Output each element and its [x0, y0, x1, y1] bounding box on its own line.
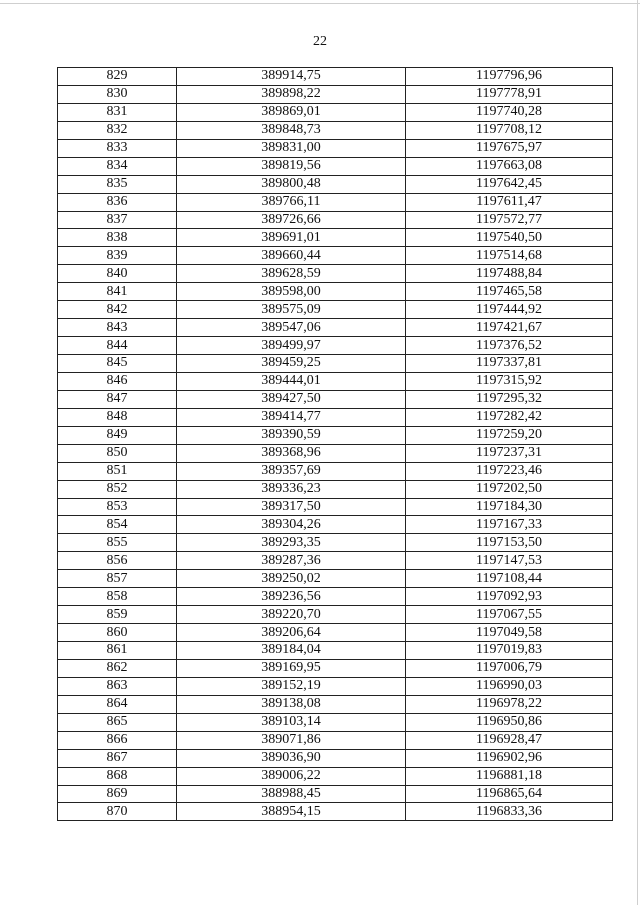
x-coordinate-cell: 389287,36 — [177, 552, 406, 570]
page-number: 22 — [313, 34, 327, 49]
x-coordinate-cell: 389250,02 — [177, 570, 406, 588]
table-row — [58, 229, 613, 247]
x-coordinate-cell: 389869,01 — [177, 103, 406, 121]
table-row — [58, 301, 613, 319]
point-number-cell: 840 — [58, 265, 177, 283]
table-row — [58, 426, 613, 444]
y-coordinate-cell: 1197092,93 — [406, 588, 613, 606]
y-coordinate-cell: 1196950,86 — [406, 713, 613, 731]
point-number-cell: 858 — [58, 588, 177, 606]
point-number-cell: 850 — [58, 444, 177, 462]
point-number-cell: 863 — [58, 677, 177, 695]
x-coordinate-cell: 389293,35 — [177, 534, 406, 552]
y-coordinate-cell: 1196928,47 — [406, 731, 613, 749]
y-coordinate-cell: 1197019,83 — [406, 642, 613, 660]
y-coordinate-cell: 1197465,58 — [406, 283, 613, 301]
point-number-cell: 866 — [58, 731, 177, 749]
y-coordinate-cell: 1196865,64 — [406, 785, 613, 803]
x-coordinate-cell: 389036,90 — [177, 749, 406, 767]
x-coordinate-cell: 389766,11 — [177, 193, 406, 211]
y-coordinate-cell: 1197421,67 — [406, 319, 613, 337]
point-number-cell: 839 — [58, 247, 177, 265]
point-number-cell: 837 — [58, 211, 177, 229]
x-coordinate-cell: 389152,19 — [177, 677, 406, 695]
y-coordinate-cell: 1197740,28 — [406, 103, 613, 121]
table-row — [58, 713, 613, 731]
x-coordinate-cell: 389819,56 — [177, 157, 406, 175]
table-row — [58, 731, 613, 749]
table-row — [58, 372, 613, 390]
y-coordinate-cell: 1197663,08 — [406, 157, 613, 175]
x-coordinate-cell: 389575,09 — [177, 301, 406, 319]
point-number-cell: 862 — [58, 659, 177, 677]
table-row — [58, 85, 613, 103]
point-number-cell: 841 — [58, 283, 177, 301]
x-coordinate-cell: 389427,50 — [177, 390, 406, 408]
table-row — [58, 175, 613, 193]
table-row — [58, 498, 613, 516]
point-number-cell: 848 — [58, 408, 177, 426]
y-coordinate-cell: 1197259,20 — [406, 426, 613, 444]
point-number-cell: 856 — [58, 552, 177, 570]
table-row — [58, 193, 613, 211]
point-number-cell: 842 — [58, 301, 177, 319]
y-coordinate-cell: 1197315,92 — [406, 372, 613, 390]
y-coordinate-cell: 1197708,12 — [406, 121, 613, 139]
x-coordinate-cell: 389459,25 — [177, 355, 406, 373]
x-coordinate-cell: 389414,77 — [177, 408, 406, 426]
y-coordinate-cell: 1197202,50 — [406, 480, 613, 498]
table-row — [58, 103, 613, 121]
point-number-cell: 832 — [58, 121, 177, 139]
y-coordinate-cell: 1197376,52 — [406, 337, 613, 355]
y-coordinate-cell: 1197108,44 — [406, 570, 613, 588]
table-row — [58, 588, 613, 606]
point-number-cell: 846 — [58, 372, 177, 390]
point-number-cell: 833 — [58, 139, 177, 157]
table-row — [58, 247, 613, 265]
x-coordinate-cell: 389220,70 — [177, 606, 406, 624]
point-number-cell: 851 — [58, 462, 177, 480]
y-coordinate-cell: 1197778,91 — [406, 85, 613, 103]
x-coordinate-cell: 389726,66 — [177, 211, 406, 229]
x-coordinate-cell: 389444,01 — [177, 372, 406, 390]
y-coordinate-cell: 1197067,55 — [406, 606, 613, 624]
x-coordinate-cell: 389547,06 — [177, 319, 406, 337]
point-number-cell: 868 — [58, 767, 177, 785]
table-row — [58, 803, 613, 821]
x-coordinate-cell: 389914,75 — [177, 68, 406, 86]
point-number-cell: 829 — [58, 68, 177, 86]
point-number-cell: 865 — [58, 713, 177, 731]
point-number-cell: 867 — [58, 749, 177, 767]
coordinate-table — [57, 67, 613, 821]
table-row — [58, 355, 613, 373]
table-row — [58, 462, 613, 480]
y-coordinate-cell: 1197337,81 — [406, 355, 613, 373]
x-coordinate-cell: 389206,64 — [177, 624, 406, 642]
point-number-cell: 854 — [58, 516, 177, 534]
table-row — [58, 677, 613, 695]
point-number-cell: 861 — [58, 642, 177, 660]
point-number-cell: 864 — [58, 695, 177, 713]
x-coordinate-cell: 389390,59 — [177, 426, 406, 444]
point-number-cell: 869 — [58, 785, 177, 803]
x-coordinate-cell: 389236,56 — [177, 588, 406, 606]
table-row — [58, 785, 613, 803]
table-row — [58, 337, 613, 355]
point-number-cell: 852 — [58, 480, 177, 498]
point-number-cell: 859 — [58, 606, 177, 624]
y-coordinate-cell: 1197223,46 — [406, 462, 613, 480]
table-row — [58, 767, 613, 785]
x-coordinate-cell: 389628,59 — [177, 265, 406, 283]
y-coordinate-cell: 1196833,36 — [406, 803, 613, 821]
table-row — [58, 749, 613, 767]
y-coordinate-cell: 1197167,33 — [406, 516, 613, 534]
x-coordinate-cell: 389304,26 — [177, 516, 406, 534]
y-coordinate-cell: 1197049,58 — [406, 624, 613, 642]
point-number-cell: 870 — [58, 803, 177, 821]
point-number-cell: 857 — [58, 570, 177, 588]
y-coordinate-cell: 1197282,42 — [406, 408, 613, 426]
y-coordinate-cell: 1197444,92 — [406, 301, 613, 319]
x-coordinate-cell: 389598,00 — [177, 283, 406, 301]
y-coordinate-cell: 1197642,45 — [406, 175, 613, 193]
x-coordinate-cell: 389071,86 — [177, 731, 406, 749]
table-row — [58, 570, 613, 588]
table-row — [58, 534, 613, 552]
table-row — [58, 265, 613, 283]
y-coordinate-cell: 1197006,79 — [406, 659, 613, 677]
x-coordinate-cell: 389006,22 — [177, 767, 406, 785]
y-coordinate-cell: 1197796,96 — [406, 68, 613, 86]
point-number-cell: 835 — [58, 175, 177, 193]
point-number-cell: 834 — [58, 157, 177, 175]
y-coordinate-cell: 1197153,50 — [406, 534, 613, 552]
x-coordinate-cell: 389800,48 — [177, 175, 406, 193]
table-row — [58, 408, 613, 426]
table-row — [58, 624, 613, 642]
x-coordinate-cell: 389499,97 — [177, 337, 406, 355]
point-number-cell: 847 — [58, 390, 177, 408]
y-coordinate-cell: 1196881,18 — [406, 767, 613, 785]
y-coordinate-cell: 1197295,32 — [406, 390, 613, 408]
y-coordinate-cell: 1197611,47 — [406, 193, 613, 211]
point-number-cell: 860 — [58, 624, 177, 642]
x-coordinate-cell: 389691,01 — [177, 229, 406, 247]
x-coordinate-cell: 388988,45 — [177, 785, 406, 803]
table-row — [58, 516, 613, 534]
table-row — [58, 157, 613, 175]
coordinate-table-body — [58, 68, 613, 821]
x-coordinate-cell: 389831,00 — [177, 139, 406, 157]
y-coordinate-cell: 1197488,84 — [406, 265, 613, 283]
table-row — [58, 480, 613, 498]
x-coordinate-cell: 389184,04 — [177, 642, 406, 660]
table-row — [58, 283, 613, 301]
x-coordinate-cell: 389169,95 — [177, 659, 406, 677]
table-row — [58, 642, 613, 660]
point-number-cell: 849 — [58, 426, 177, 444]
x-coordinate-cell: 389357,69 — [177, 462, 406, 480]
point-number-cell: 853 — [58, 498, 177, 516]
x-coordinate-cell: 389848,73 — [177, 121, 406, 139]
table-row — [58, 121, 613, 139]
point-number-cell: 838 — [58, 229, 177, 247]
x-coordinate-cell: 388954,15 — [177, 803, 406, 821]
y-coordinate-cell: 1197514,68 — [406, 247, 613, 265]
point-number-cell: 855 — [58, 534, 177, 552]
x-coordinate-cell: 389336,23 — [177, 480, 406, 498]
table-row — [58, 695, 613, 713]
point-number-cell: 844 — [58, 337, 177, 355]
y-coordinate-cell: 1197675,97 — [406, 139, 613, 157]
table-row — [58, 139, 613, 157]
y-coordinate-cell: 1196978,22 — [406, 695, 613, 713]
table-row — [58, 211, 613, 229]
table-row — [58, 68, 613, 86]
x-coordinate-cell: 389898,22 — [177, 85, 406, 103]
point-number-cell: 830 — [58, 85, 177, 103]
table-row — [58, 659, 613, 677]
y-coordinate-cell: 1197147,53 — [406, 552, 613, 570]
point-number-cell: 845 — [58, 355, 177, 373]
x-coordinate-cell: 389138,08 — [177, 695, 406, 713]
table-row — [58, 552, 613, 570]
point-number-cell: 843 — [58, 319, 177, 337]
scan-edge-right — [637, 0, 638, 905]
table-row — [58, 606, 613, 624]
y-coordinate-cell: 1197572,77 — [406, 211, 613, 229]
y-coordinate-cell: 1196990,03 — [406, 677, 613, 695]
x-coordinate-cell: 389103,14 — [177, 713, 406, 731]
point-number-cell: 836 — [58, 193, 177, 211]
y-coordinate-cell: 1197184,30 — [406, 498, 613, 516]
x-coordinate-cell: 389368,96 — [177, 444, 406, 462]
table-row — [58, 319, 613, 337]
table-row — [58, 390, 613, 408]
y-coordinate-cell: 1197540,50 — [406, 229, 613, 247]
scan-edge-top — [0, 3, 640, 4]
x-coordinate-cell: 389660,44 — [177, 247, 406, 265]
point-number-cell: 831 — [58, 103, 177, 121]
x-coordinate-cell: 389317,50 — [177, 498, 406, 516]
y-coordinate-cell: 1196902,96 — [406, 749, 613, 767]
y-coordinate-cell: 1197237,31 — [406, 444, 613, 462]
table-row — [58, 444, 613, 462]
